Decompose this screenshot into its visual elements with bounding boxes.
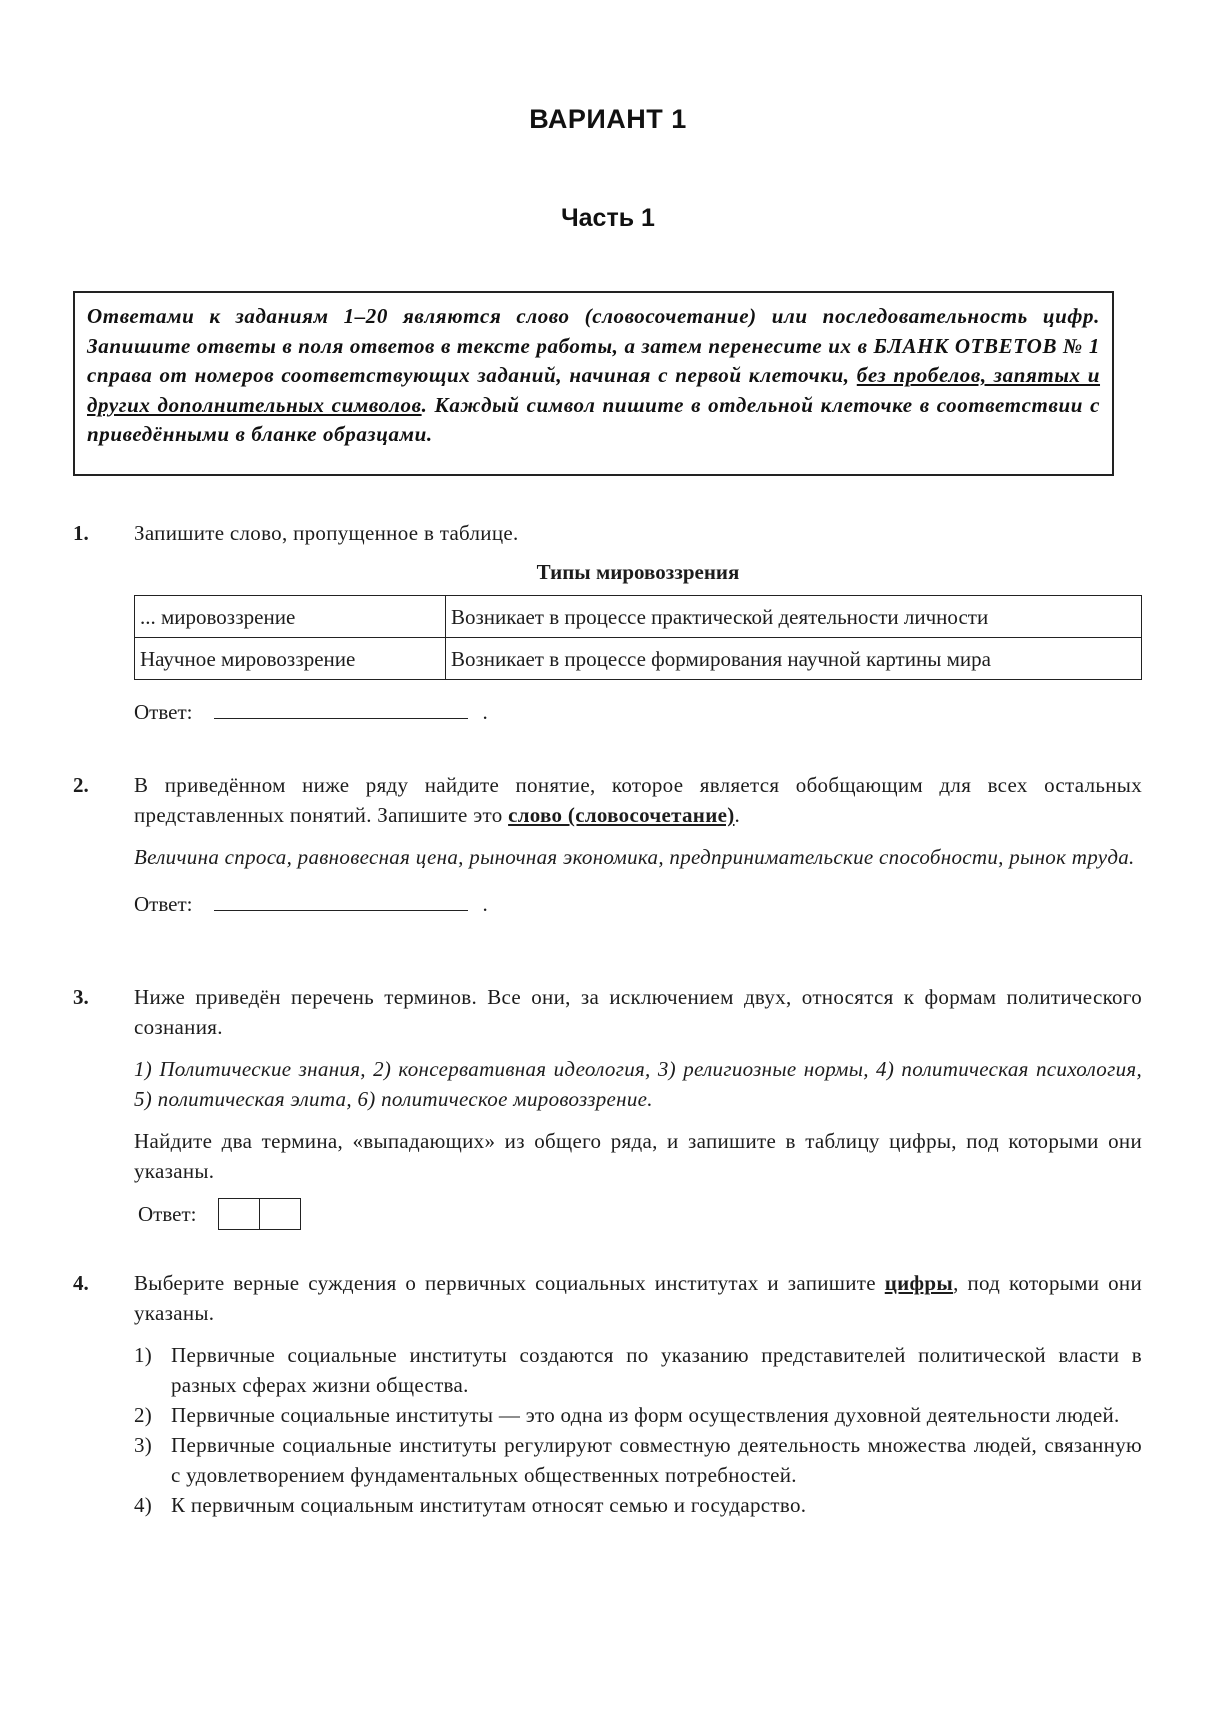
answer-boxes — [218, 1198, 301, 1230]
option-text: Первичные социальные институты создаются по указанию представителей политической власти в разных сферах жизни общества. — [171, 1343, 1142, 1397]
table-cell: Возникает в процессе практической деятельности личности — [446, 596, 1142, 638]
answer-label: Ответ: — [138, 1202, 197, 1226]
table-cell: Возникает в процессе формирования научной картины мира — [446, 638, 1142, 680]
option-text: Первичные социальные институты регулируют совместную деятельность множества людей, связанную с удовлетворением фундаментальных общественных потребностей. — [171, 1433, 1142, 1487]
answer-field[interactable] — [214, 886, 468, 911]
question-text-c: . — [734, 803, 741, 827]
answer-dot: . — [482, 892, 488, 916]
worldview-table — [134, 595, 1142, 680]
list-item — [134, 1340, 1142, 1400]
question-task: Найдите два термина, «выпадающих» из общего ряда, и запишите в таблицу цифры, под которыми они указаны. — [134, 1129, 1142, 1183]
question-text-c: , под которыми они указаны. — [134, 1271, 1143, 1325]
answer-field[interactable] — [214, 694, 468, 719]
instructions-underlined: без пробелов, запятых и других дополнительных символов — [87, 363, 1101, 417]
instructions-text-1: Ответами к заданиям 1–20 являются слово (словосочетание) или последовательность цифр. Запишите ответы в поля ответов в тексте работы, а затем перенесите их в БЛАНК ОТВЕТОВ № 1 справа от номеров соответствующих заданий, начиная с первой клеточки, — [87, 304, 1100, 387]
answer-label: Ответ: — [134, 892, 193, 916]
question-number: 3. — [73, 985, 89, 1009]
table-row — [135, 596, 1142, 638]
answer-row — [134, 886, 1142, 919]
question-number: 2. — [73, 773, 89, 797]
table-title: Типы мировоззрения — [536, 560, 740, 584]
option-text: К первичным социальным институтам относят семью и государство. — [171, 1493, 807, 1517]
concept-list: Величина спроса, равновесная цена, рыночная экономика, предпринимательские способности, рынок труда. — [134, 845, 1135, 869]
part-title: Часть 1 — [561, 204, 655, 232]
table-row — [135, 638, 1142, 680]
table-cell: ... мировоззрение — [135, 596, 446, 638]
question-text-emphasis: цифры — [884, 1271, 954, 1295]
question-text-a: В приведённом ниже ряду найдите понятие, которое является обобщающим для всех остальных представленных понятий. Запишите это — [134, 773, 1142, 827]
answer-label: Ответ: — [134, 700, 193, 724]
instructions-box — [73, 291, 1114, 476]
question-text: Ниже приведён перечень терминов. Все они, за исключением двух, относятся к формам политического сознания. — [134, 985, 1142, 1039]
option-number: 4) — [134, 1493, 153, 1517]
option-number: 3) — [134, 1433, 153, 1457]
variant-title: ВАРИАНТ 1 — [529, 104, 687, 134]
answer-row — [138, 1198, 1142, 1230]
options-list — [134, 1340, 1142, 1520]
terms-list: 1) Политические знания, 2) консервативная идеология, 3) религиозные нормы, 4) политическая психология, 5) политическая элита, 6) политическое мировоззрение. — [134, 1057, 1142, 1111]
list-item — [134, 1400, 1142, 1430]
question-text — [134, 1268, 1142, 1328]
list-item — [134, 1430, 1142, 1490]
option-number: 2) — [134, 1403, 153, 1427]
question-text: Запишите слово, пропущенное в таблице. — [134, 521, 519, 545]
answer-row — [134, 694, 1142, 727]
table-cell: Научное мировоззрение — [135, 638, 446, 680]
answer-dot: . — [482, 700, 488, 724]
option-text: Первичные социальные институты — это одна из форм осуществления духовной деятельности людей. — [171, 1403, 1120, 1427]
answer-box-2[interactable] — [259, 1199, 300, 1229]
question-text — [134, 770, 1142, 830]
list-item — [134, 1490, 1142, 1520]
option-number: 1) — [134, 1343, 153, 1367]
question-text-emphasis: слово (словосочетание) — [508, 803, 735, 827]
question-text-a: Выберите верные суждения о первичных социальных институтах и запишите — [134, 1271, 885, 1295]
question-number: 1. — [73, 521, 89, 545]
instructions-text-3: . Каждый символ пишите в отдельной клеточке в соответствии с приведёнными в бланке образцами. — [87, 392, 1100, 446]
answer-box-1[interactable] — [219, 1199, 259, 1229]
question-number: 4. — [73, 1271, 89, 1295]
